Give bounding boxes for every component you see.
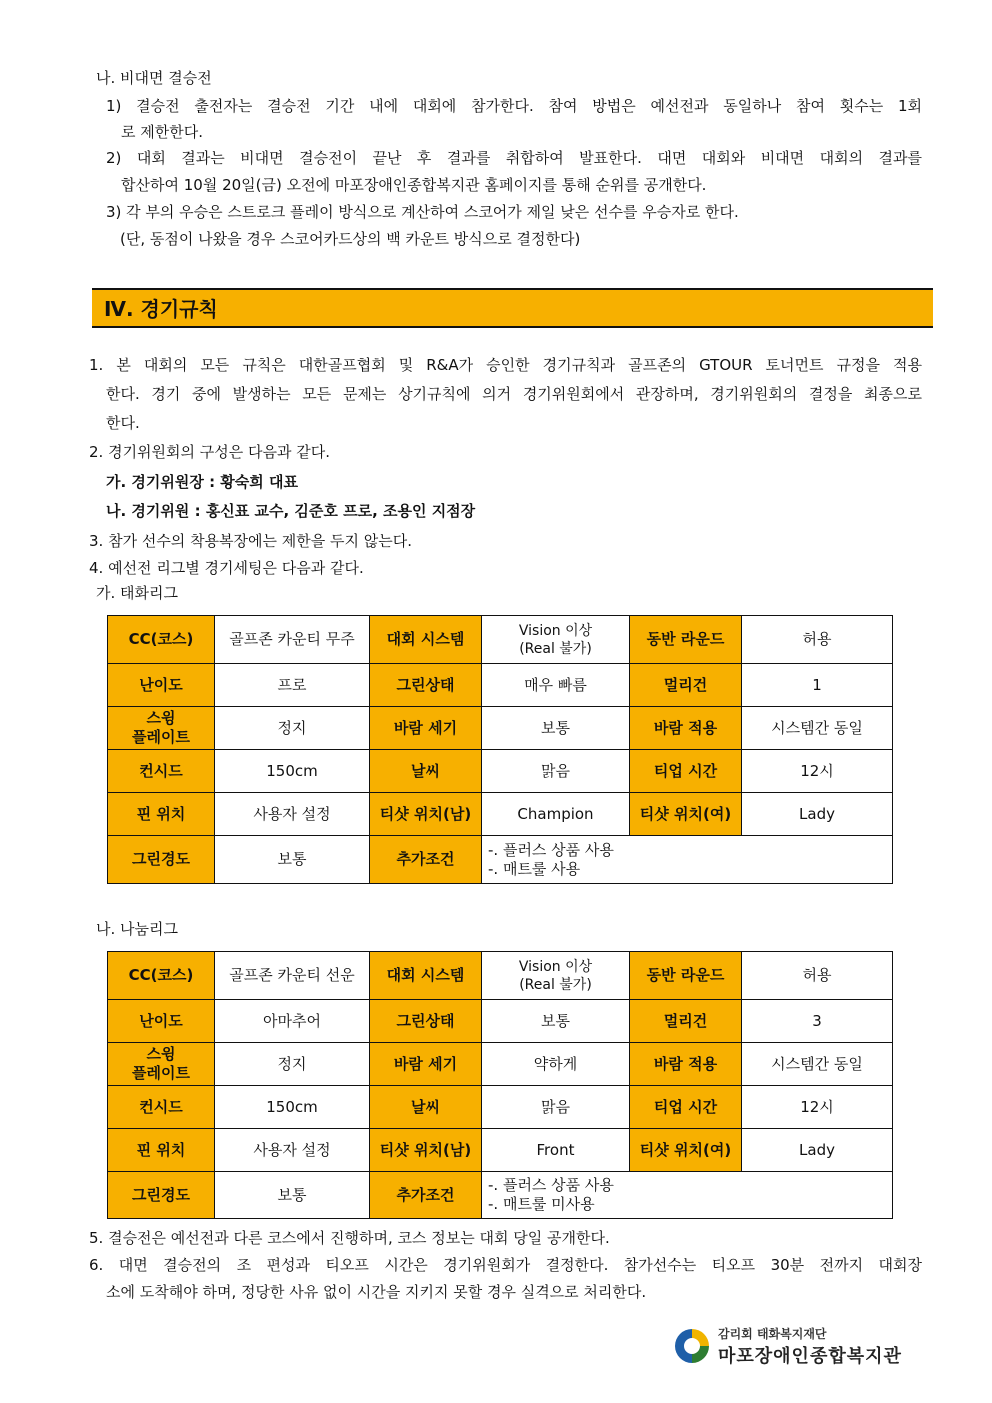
header-cell: 바람 적용 — [630, 707, 742, 750]
rule-line: 한다. 경기 중에 발생하는 모든 문제는 상기규칙에 의거 경기위원회에서 관장하며, 경기위원회의 결정을 최종으로 — [106, 385, 922, 403]
committee-members: 나. 경기위원 : 홍신표 교수, 김준호 프로, 조용인 지점장 — [106, 502, 476, 520]
value-cell: 보통 — [215, 836, 370, 884]
value-cell: 맑음 — [482, 1086, 630, 1129]
league-label: 나. 나눔리그 — [96, 920, 178, 938]
paragraph-line: 1) 결승전 출전자는 결승전 기간 내에 대회에 참가한다. 참여 방법은 예선전과 동일하나 참여 횟수는 1회 — [106, 97, 922, 115]
header-line: 스윙 — [146, 1045, 176, 1063]
header-cell: 대회 시스템 — [370, 952, 482, 1000]
value-line: -. 플러스 상품 사용 — [488, 840, 614, 859]
value-cell: 골프존 카운티 선운 — [215, 952, 370, 1000]
value-cell: 보통 — [215, 1172, 370, 1219]
paragraph-line: (단, 동점이 나왔을 경우 스코어카드상의 백 카운트 방식으로 결정한다) — [120, 230, 581, 248]
value-cell: 프로 — [215, 664, 370, 707]
header-cell: 난이도 — [108, 664, 215, 707]
value-cell: 정지 — [215, 1043, 370, 1086]
rule-line: 6. 대면 결승전의 조 편성과 티오프 시간은 경기위원회가 결정한다. 참가선수는 티오프 30분 전까지 대회장 — [89, 1256, 922, 1274]
value-cell: 보통 — [482, 707, 630, 750]
header-cell — [108, 1043, 215, 1086]
logo-mark-icon — [672, 1326, 712, 1366]
value-cell: Lady — [742, 793, 893, 836]
header-cell: 대회 시스템 — [370, 616, 482, 664]
header-cell: 동반 라운드 — [630, 952, 742, 1000]
header-cell: 티샷 위치(남) — [370, 793, 482, 836]
value-cell: Champion — [482, 793, 630, 836]
rule-line: 3. 참가 선수의 착용복장에는 제한을 두지 않는다. — [89, 532, 412, 550]
value-line: Vision 이상 — [518, 622, 593, 639]
rule-line: 한다. — [106, 414, 140, 432]
value-cell — [482, 616, 630, 664]
value-cell: 3 — [742, 1000, 893, 1043]
section-title: Ⅳ. 경기규칙 — [104, 297, 218, 321]
value-cell: 150cm — [215, 1086, 370, 1129]
header-cell: 난이도 — [108, 1000, 215, 1043]
header-line: 플레이트 — [132, 728, 190, 746]
org-name: 마포장애인종합복지관 — [718, 1346, 902, 1367]
value-line: (Real 불가) — [519, 640, 592, 657]
value-cell: 1 — [742, 664, 893, 707]
value-cell: Lady — [742, 1129, 893, 1172]
header-cell: 핀 위치 — [108, 793, 215, 836]
header-cell: 추가조건 — [370, 836, 482, 884]
header-cell: 그린경도 — [108, 1172, 215, 1219]
paragraph-line: 3) 각 부의 우승은 스트로크 플레이 방식으로 계산하여 스코어가 제일 낮은 선수를 우승자로 한다. — [106, 203, 739, 221]
header-cell: 컨시드 — [108, 750, 215, 793]
header-cell: 추가조건 — [370, 1172, 482, 1219]
value-cell: 약하게 — [482, 1043, 630, 1086]
value-cell: 150cm — [215, 750, 370, 793]
value-cell: 맑음 — [482, 750, 630, 793]
header-cell: 컨시드 — [108, 1086, 215, 1129]
rule-line: 1. 본 대회의 모든 규칙은 대한골프협회 및 R&A가 승인한 경기규칙과 골프존의 GTOUR 토너먼트 규정을 적용 — [89, 356, 922, 374]
rule-line: 4. 예선전 리그별 경기세팅은 다음과 같다. — [89, 559, 364, 577]
header-cell: 바람 세기 — [370, 707, 482, 750]
header-line: 스윙 — [146, 709, 176, 727]
value-line: -. 매트룰 사용 — [488, 859, 581, 878]
value-cell: 골프존 카운티 무주 — [215, 616, 370, 664]
value-line: (Real 불가) — [519, 976, 592, 993]
value-cell: Front — [482, 1129, 630, 1172]
rule-line: 소에 도착해야 하며, 정당한 사유 없이 시간을 지키지 못할 경우 실격으로 처리한다. — [106, 1283, 647, 1301]
header-cell: 멀리건 — [630, 1000, 742, 1043]
header-cell: 티업 시간 — [630, 1086, 742, 1129]
value-cell: 정지 — [215, 707, 370, 750]
organization-logo — [672, 1322, 932, 1372]
header-cell: 바람 적용 — [630, 1043, 742, 1086]
header-cell: 핀 위치 — [108, 1129, 215, 1172]
value-line: -. 플러스 상품 사용 — [488, 1176, 614, 1194]
league-settings-table — [107, 615, 893, 884]
header-cell: 티업 시간 — [630, 750, 742, 793]
value-cell: 매우 빠름 — [482, 664, 630, 707]
value-cell: 시스템간 동일 — [742, 707, 893, 750]
header-cell: 그린상태 — [370, 1000, 482, 1043]
paragraph-line: 합산하여 10월 20일(금) 오전에 마포장애인종합복지관 홈페이지를 통해 순위를 공개한다. — [121, 176, 707, 194]
org-subtitle: 감리회 태화복지재단 — [718, 1327, 827, 1341]
league-settings-table — [107, 951, 893, 1219]
subsection-heading: 나. 비대면 결승전 — [96, 69, 212, 87]
header-cell — [108, 707, 215, 750]
value-cell: 보통 — [482, 1000, 630, 1043]
value-cell: 시스템간 동일 — [742, 1043, 893, 1086]
header-cell: 티샷 위치(여) — [630, 793, 742, 836]
value-line: Vision 이상 — [518, 958, 593, 975]
header-cell: 멀리건 — [630, 664, 742, 707]
header-cell: 바람 세기 — [370, 1043, 482, 1086]
value-cell — [482, 1172, 893, 1219]
section-title-bar — [92, 288, 933, 328]
paragraph-line: 로 제한한다. — [121, 123, 203, 141]
header-cell: 날씨 — [370, 1086, 482, 1129]
rule-line: 2. 경기위원회의 구성은 다음과 같다. — [89, 443, 331, 461]
header-line: 플레이트 — [132, 1064, 190, 1082]
value-line: -. 매트룰 미사용 — [488, 1195, 595, 1213]
header-cell: 그린경도 — [108, 836, 215, 884]
committee-chair: 가. 경기위원장 : 황숙희 대표 — [106, 473, 298, 491]
paragraph-line: 2) 대회 결과는 비대면 결승전이 끝난 후 결과를 취합하여 발표한다. 대면 대회와 비대면 대회의 결과를 — [106, 149, 922, 167]
value-cell: 12시 — [742, 1086, 893, 1129]
value-cell — [482, 836, 893, 884]
header-cell: 티샷 위치(여) — [630, 1129, 742, 1172]
header-cell: 날씨 — [370, 750, 482, 793]
header-cell: 동반 라운드 — [630, 616, 742, 664]
value-cell — [482, 952, 630, 1000]
value-cell: 사용자 설정 — [215, 1129, 370, 1172]
value-cell: 허용 — [742, 952, 893, 1000]
header-cell: 티샷 위치(남) — [370, 1129, 482, 1172]
value-cell: 12시 — [742, 750, 893, 793]
value-cell: 아마추어 — [215, 1000, 370, 1043]
value-cell: 사용자 설정 — [215, 793, 370, 836]
header-cell: 그린상태 — [370, 664, 482, 707]
rule-line: 5. 결승전은 예선전과 다른 코스에서 진행하며, 코스 정보는 대회 당일 공개한다. — [89, 1229, 610, 1247]
header-cell: CC(코스) — [108, 616, 215, 664]
value-cell: 허용 — [742, 616, 893, 664]
league-label: 가. 태화리그 — [96, 584, 178, 602]
header-cell: CC(코스) — [108, 952, 215, 1000]
